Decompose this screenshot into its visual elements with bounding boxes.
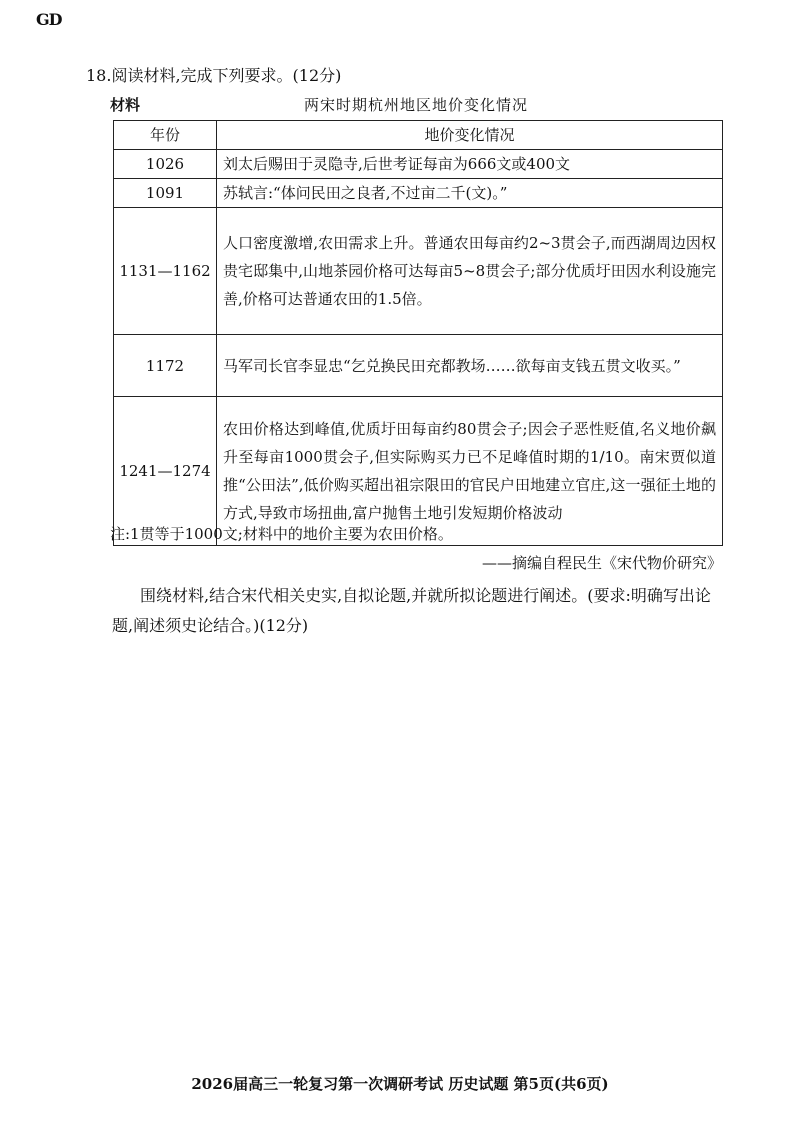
table-row (114, 208, 723, 335)
header-year: 年份 (114, 121, 217, 150)
material-header (110, 94, 722, 116)
row-year: 1241—1274 (114, 397, 217, 546)
table-title: 两宋时期杭州地区地价变化情况 (303, 96, 528, 114)
row-desc: 人口密度激增,农田需求上升。普通农田每亩约2~3贯会子,而西湖周边因权贵宅邸集中,山地茶园价格可达每亩5~8贯会子;部分优质圩田因水利设施完善,价格可达普通农田的1.5倍。 (217, 208, 723, 335)
row-desc: 农田价格达到峰值,优质圩田每亩约80贯会子;因会子恶性贬值,名义地价飙升至每亩1000贯会子,但实际购买力已不足峰值时期的1/10。南宋贾似道推“公田法”,低价购买超出祖宗限田的官民户田地建立官庄,这一强征土地的方式,导致市场扭曲,富户抛售土地引发短期价格波动 (217, 397, 723, 546)
header-desc: 地价变化情况 (217, 121, 723, 150)
land-price-table (113, 120, 723, 546)
table-row (114, 150, 723, 179)
row-year: 1091 (114, 179, 217, 208)
row-year: 1026 (114, 150, 217, 179)
row-desc: 马军司长官李显忠“乞兑换民田充都教场……欲每亩支钱五贯文收买。” (217, 335, 723, 397)
material-label: 材料 (110, 96, 141, 114)
table-row (114, 335, 723, 397)
source-citation: ——摘编自程民生《宋代物价研究》 (481, 554, 722, 572)
row-desc: 刘太后赐田于灵隐寺,后世考证每亩为666文或400文 (217, 150, 723, 179)
question-title: 18.阅读材料,完成下列要求。(12分) (86, 66, 342, 85)
row-desc: 苏轼言:“体问民田之良者,不过亩二千(文)。” (217, 179, 723, 208)
table-header-row (114, 121, 723, 150)
row-year: 1172 (114, 335, 217, 397)
row-year: 1131—1162 (114, 208, 217, 335)
page-footer: 2026届高三一轮复习第一次调研考试 历史试题 第5页(共6页) (191, 1075, 609, 1093)
table-note: 注:1贯等于1000文;材料中的地价主要为农田价格。 (110, 525, 453, 543)
question-prompt: 围绕材料,结合宋代相关史实,自拟论题,并就所拟论题进行阐述。(要求:明确写出论题,阐述须史论结合。)(12分) (112, 586, 711, 635)
table-row (114, 179, 723, 208)
corner-logo-mark: GD (36, 10, 62, 29)
